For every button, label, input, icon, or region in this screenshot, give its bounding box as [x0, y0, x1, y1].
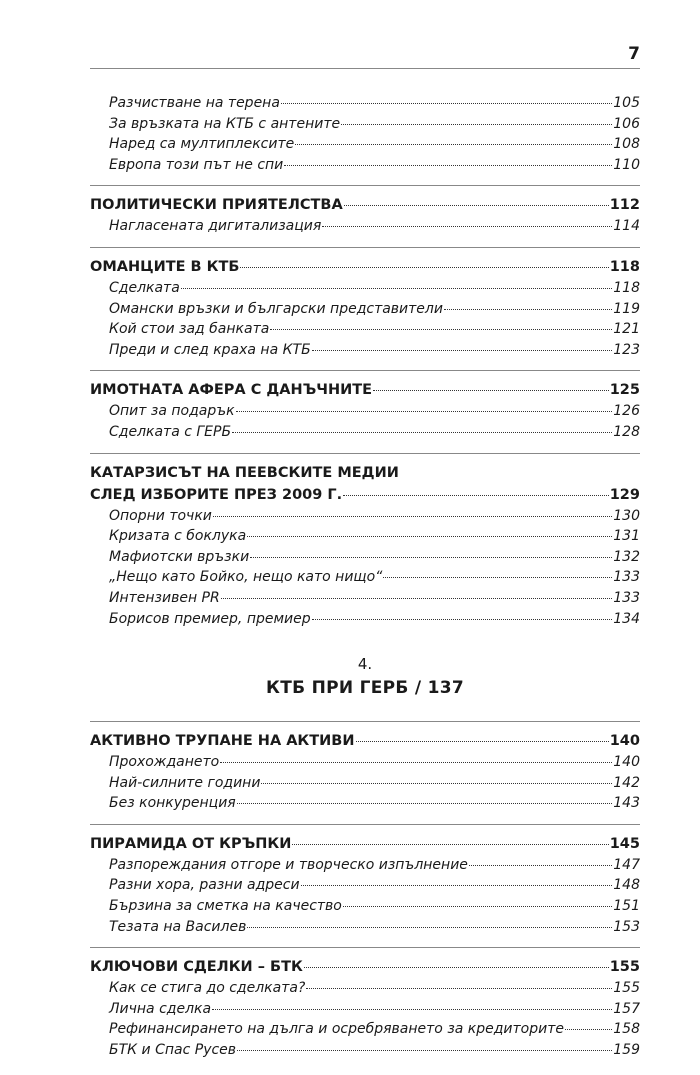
section-divider [90, 247, 640, 248]
part-heading [90, 653, 640, 701]
toc-chapter[interactable]: ИМОТНАТА АФЕРА С ДАНЪЧНИТЕ 125 [90, 382, 640, 399]
toc-entry[interactable]: Лична сделка 157 [109, 1000, 640, 1017]
toc-entry[interactable]: „Нещо като Бойко, нещо като нищо“ 133 [109, 569, 640, 586]
toc-entry[interactable]: Бързина за сметка на качество 151 [109, 898, 640, 915]
toc-entry[interactable]: Разчистване на терена 105 [109, 95, 640, 111]
toc-entry[interactable]: Най-силните години 142 [109, 774, 640, 791]
toc-entry[interactable]: Опит за подарък 126 [109, 403, 640, 420]
toc-entry[interactable]: За връзката на КТБ с антените 106 [109, 115, 640, 132]
toc-chapter-line1[interactable]: КАТАРЗИСЪТ НА ПЕЕВСКИТЕ МЕДИИ [90, 464, 399, 481]
toc-entry[interactable]: Интензивен PR 133 [109, 589, 640, 606]
toc-entry[interactable]: Разпореждания отгоре и творческо изпълнение 147 [109, 856, 640, 873]
toc-entry[interactable]: Прохождането 140 [109, 754, 640, 771]
toc-entry[interactable]: Мафиотски връзки 132 [109, 548, 640, 565]
toc-entry[interactable]: Кой стои зад банката 121 [109, 321, 640, 338]
toc-entry[interactable]: Наред са мултиплексите 108 [109, 136, 640, 153]
part-title[interactable]: КТБ ПРИ ГЕРБ / 137 [266, 678, 464, 699]
toc-entry[interactable]: Разни хора, разни адреси 148 [109, 877, 640, 894]
toc-chapter[interactable]: ОМАНЦИТЕ В КТБ 118 [90, 258, 640, 275]
toc-chapter[interactable]: СЛЕД ИЗБОРИТЕ ПРЕЗ 2009 Г. 129 [90, 486, 640, 503]
toc-entry[interactable]: Преди и след краха на КТБ 123 [109, 341, 640, 358]
toc-chapter[interactable]: АКТИВНО ТРУПАНЕ НА АКТИВИ 140 [90, 733, 640, 750]
toc-entry[interactable]: Борисов премиер, премиер 134 [109, 610, 640, 627]
section-divider [90, 721, 640, 722]
section-divider [90, 824, 640, 825]
toc-chapter[interactable]: КЛЮЧОВИ СДЕЛКИ – БТК 155 [90, 959, 640, 976]
page-number: 7 [628, 44, 640, 64]
toc-chapter[interactable]: ПИРАМИДА ОТ КРЪПКИ 145 [90, 835, 640, 852]
toc-chapter[interactable]: ПОЛИТИЧЕСКИ ПРИЯТЕЛСТВА 112 [90, 197, 640, 214]
toc-block-continued [90, 93, 640, 175]
toc-entry[interactable]: Сделката 118 [109, 279, 640, 296]
toc-entry[interactable]: Без конкуренция 143 [109, 795, 640, 812]
toc-entry[interactable]: Нагласената дигитализация 114 [109, 218, 640, 235]
section-divider [90, 370, 640, 371]
toc-entry[interactable]: Омански връзки и български представители 119 [109, 300, 640, 317]
part-number: 4. [357, 655, 373, 674]
toc-entry[interactable]: Европа този път не спи 110 [109, 156, 640, 173]
section-divider [90, 453, 640, 454]
toc-entry[interactable]: Кризата с боклука 131 [109, 528, 640, 545]
section-divider [90, 947, 640, 948]
toc-entry[interactable]: Рефинансирането на дълга и осребряването за кредиторите 158 [109, 1021, 640, 1038]
toc-entry[interactable]: Тезата на Василев 153 [109, 918, 640, 935]
section-divider [90, 185, 640, 186]
table-of-contents [90, 93, 640, 1061]
toc-entry[interactable]: Сделката с ГЕРБ 128 [109, 423, 640, 440]
toc-entry[interactable]: Как се стига до сделката? 155 [109, 980, 640, 997]
header-rule [90, 68, 640, 69]
toc-entry[interactable]: БТК и Спас Русев 159 [109, 1042, 640, 1059]
toc-entry[interactable]: Опорни точки 130 [109, 507, 640, 524]
